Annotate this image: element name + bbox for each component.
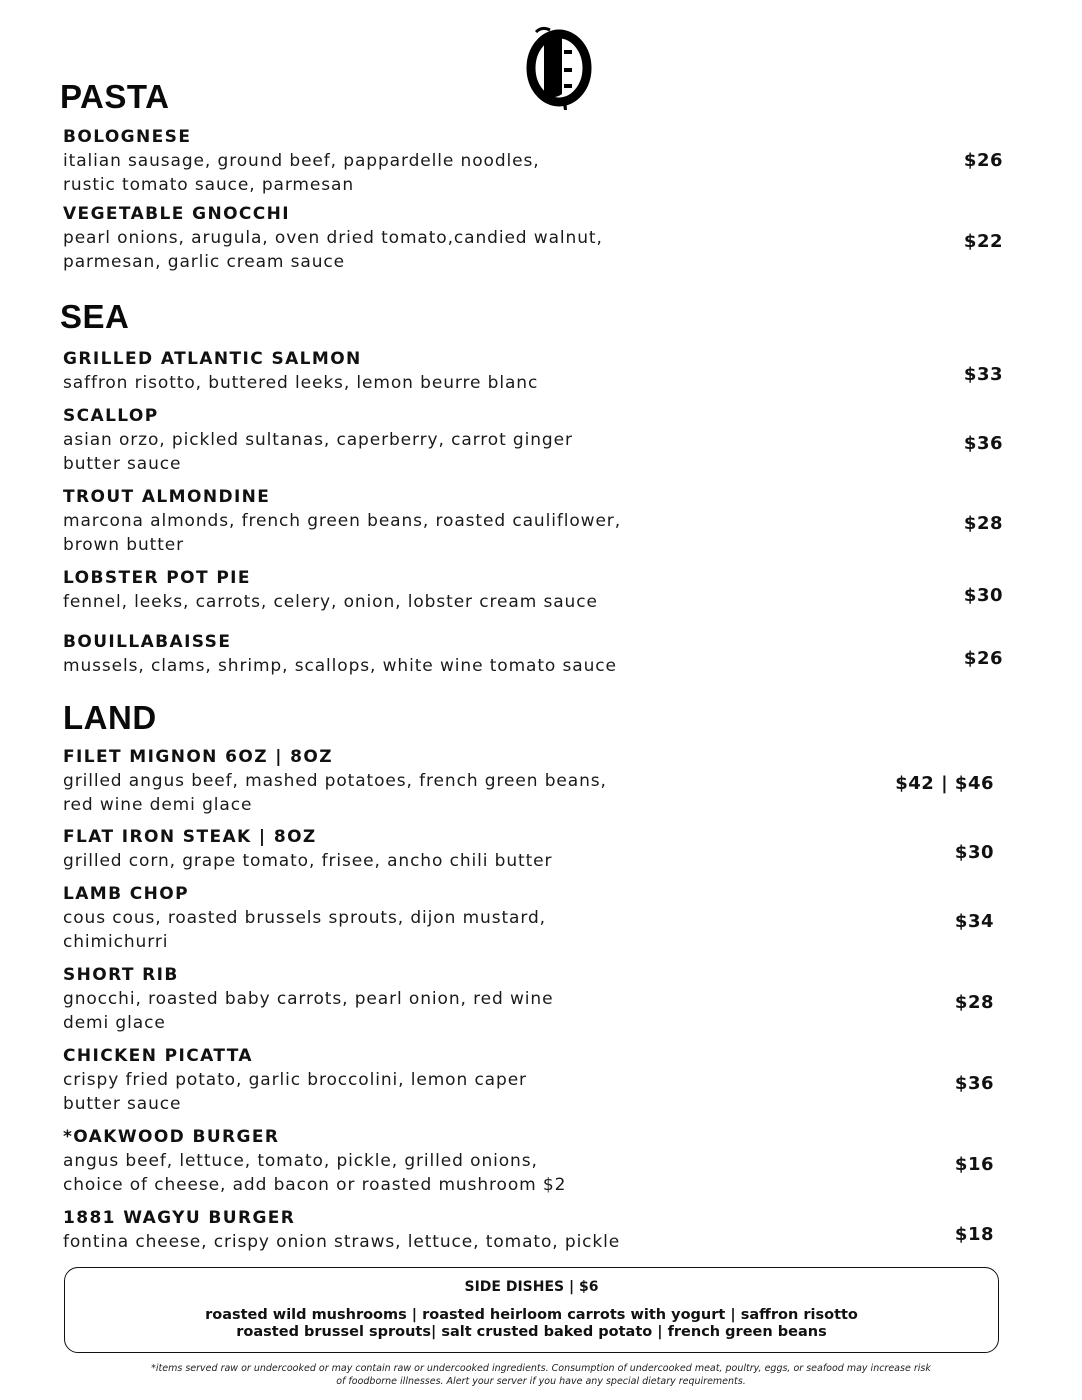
item-description: crispy fried potato, garlic broccolini, lemon caper butter sauce	[63, 1070, 527, 1114]
item-description: grilled angus beef, mashed potatoes, french green beans, red wine demi glace	[63, 771, 607, 815]
item-price: $28	[963, 513, 1003, 534]
item-name: 1881 WAGYU BURGER	[63, 1208, 296, 1228]
side-dishes-box	[64, 1267, 999, 1353]
item-name: SCALLOP	[63, 406, 159, 426]
item-description: mussels, clams, shrimp, scallops, white wine tomato sauce	[63, 656, 617, 676]
item-name: CHICKEN PICATTA	[63, 1046, 253, 1066]
item-price: $36	[963, 433, 1003, 454]
side-dishes-title: SIDE DISHES | $6	[464, 1279, 599, 1295]
item-price: $30	[954, 842, 994, 863]
item-description: pearl onions, arugula, oven dried tomato,candied walnut, parmesan, garlic cream sauce	[63, 228, 603, 272]
item-name: FILET MIGNON 6OZ | 8OZ	[63, 747, 333, 767]
item-price: $16	[954, 1154, 994, 1175]
item-description: cous cous, roasted brussels sprouts, dijon mustard, chimichurri	[63, 908, 546, 952]
item-price: $36	[954, 1073, 994, 1094]
item-price: $26	[963, 150, 1003, 171]
item-name: VEGETABLE GNOCCHI	[63, 204, 291, 224]
allergy-disclaimer	[100, 1362, 982, 1388]
item-price: $28	[954, 992, 994, 1013]
section-title-pasta: PASTA	[60, 78, 170, 115]
menu-item-salmon	[63, 347, 1003, 395]
item-price: $34	[954, 911, 994, 932]
item-name: GRILLED ATLANTIC SALMON	[63, 349, 362, 369]
item-name: BOLOGNESE	[63, 127, 192, 147]
item-description: fontina cheese, crispy onion straws, lettuce, tomato, pickle	[63, 1232, 621, 1252]
item-description: saffron risotto, buttered leeks, lemon beurre blanc	[63, 373, 539, 393]
item-description: grilled corn, grape tomato, frisee, ancho chili butter	[63, 851, 553, 871]
item-name: BOUILLABAISSE	[63, 632, 232, 652]
menu-item-bolognese	[63, 125, 1003, 197]
item-name: LAMB CHOP	[63, 884, 189, 904]
menu-item-filet-mignon	[63, 745, 1003, 817]
menu-item-trout	[63, 485, 1003, 557]
item-price: $18	[954, 1224, 994, 1245]
menu-item-chicken-picatta	[63, 1044, 1003, 1116]
menu-item-flat-iron-steak	[63, 825, 1003, 873]
menu-item-lamb-chop	[63, 882, 1003, 954]
item-name: *OAKWOOD BURGER	[63, 1127, 280, 1147]
item-name: FLAT IRON STEAK | 8OZ	[63, 827, 317, 847]
disclaimer-line: *items served raw or undercooked or may contain raw or undercooked ingredients. Consumption of undercooked meat, poultry, eggs, or seafood may increase risk	[151, 1363, 931, 1374]
item-price: $30	[963, 585, 1003, 606]
menu-item-lobster-pot-pie	[63, 566, 1003, 614]
menu-item-scallop	[63, 404, 1003, 476]
item-description: angus beef, lettuce, tomato, pickle, grilled onions, choice of cheese, add bacon or roasted mushroom $2	[63, 1151, 567, 1195]
item-description: asian orzo, pickled sultanas, caperberry, carrot ginger butter sauce	[63, 430, 573, 474]
item-price: $42 | $46	[895, 773, 994, 794]
section-title-land: LAND	[63, 699, 157, 736]
section-title-sea: SEA	[60, 298, 130, 335]
item-name: SHORT RIB	[63, 965, 179, 985]
item-description: fennel, leeks, carrots, celery, onion, lobster cream sauce	[63, 592, 598, 612]
item-description: marcona almonds, french green beans, roasted cauliflower, brown butter	[63, 511, 621, 555]
menu-item-bouillabaisse	[63, 630, 1003, 678]
item-price: $22	[963, 231, 1003, 252]
menu-item-oakwood-burger	[63, 1125, 1003, 1197]
item-description: italian sausage, ground beef, pappardelle noodles, rustic tomato sauce, parmesan	[63, 151, 540, 195]
menu-item-short-rib	[63, 963, 1003, 1035]
side-dishes-line: roasted brussel sprouts| salt crusted baked potato | french green beans	[236, 1324, 827, 1340]
side-dishes-line: roasted wild mushrooms | roasted heirloom carrots with yogurt | saffron risotto	[205, 1307, 858, 1323]
menu-item-vegetable-gnocchi	[63, 202, 1003, 274]
disclaimer-line: of foodborne illnesses. Alert your server if you have any special dietary requirements.	[336, 1376, 746, 1387]
item-name: TROUT ALMONDINE	[63, 487, 271, 507]
gothic-letter-logo-icon	[522, 24, 596, 112]
menu-item-wagyu-burger	[63, 1206, 1003, 1254]
item-price: $33	[963, 364, 1003, 385]
item-description: gnocchi, roasted baby carrots, pearl onion, red wine demi glace	[63, 989, 554, 1033]
item-price: $26	[963, 648, 1003, 669]
item-name: LOBSTER POT PIE	[63, 568, 251, 588]
